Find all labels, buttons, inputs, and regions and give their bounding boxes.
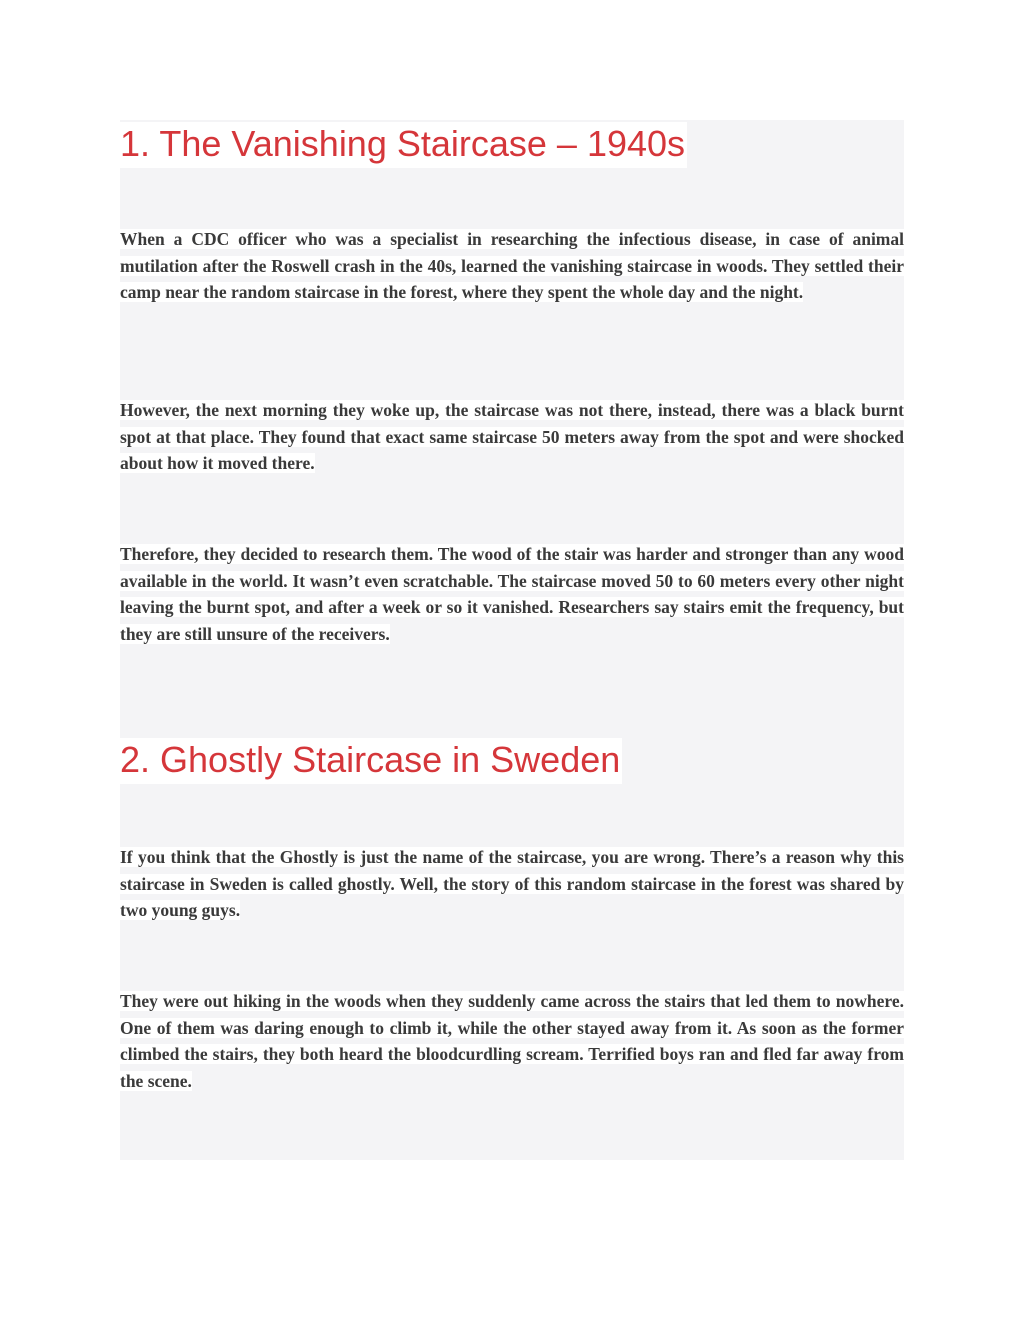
paragraph-vanishing-3: Therefore, they decided to research them. The wood of the stair was harder and stronger than any wood available in the world. It wasn’t even scratchable. The staircase moved 50 to 60 meters every other night leaving the burnt spot, and after a week or so it vanished. Researchers say stairs emit the frequency, but they are still unsure of the receivers.: [120, 544, 904, 644]
section-heading-ghostly-staircase: 2. Ghostly Staircase in Sweden: [120, 738, 622, 784]
paragraph-ghostly-1: If you think that the Ghostly is just the name of the staircase, you are wrong. There’s a reason why this staircase in Sweden is called ghostly. Well, the story of this random staircase in the forest was shared by two young guys.: [120, 847, 904, 920]
paragraph-vanishing-1: When a CDC officer who was a specialist in researching the infectious disease, in case of animal mutilation after the Roswell crash in the 40s, learned the vanishing staircase in woods. They settled their camp near the random staircase in the forest, where they spent the whole day and the night.: [120, 229, 904, 302]
paragraph-vanishing-2: However, the next morning they woke up, the staircase was not there, instead, there was a black burnt spot at that place. They found that exact same staircase 50 meters away from the spot and were shocked about how it moved there.: [120, 400, 904, 473]
paragraph-ghostly-2: They were out hiking in the woods when they suddenly came across the stairs that led them to nowhere. One of them was daring enough to climb it, while the other stayed away from it. As soon as the former climbed the stairs, they both heard the bloodcurdling scream. Terrified boys ran and fled far away from the scene.: [120, 991, 904, 1091]
section-heading-vanishing-staircase: 1. The Vanishing Staircase – 1940s: [120, 122, 687, 168]
